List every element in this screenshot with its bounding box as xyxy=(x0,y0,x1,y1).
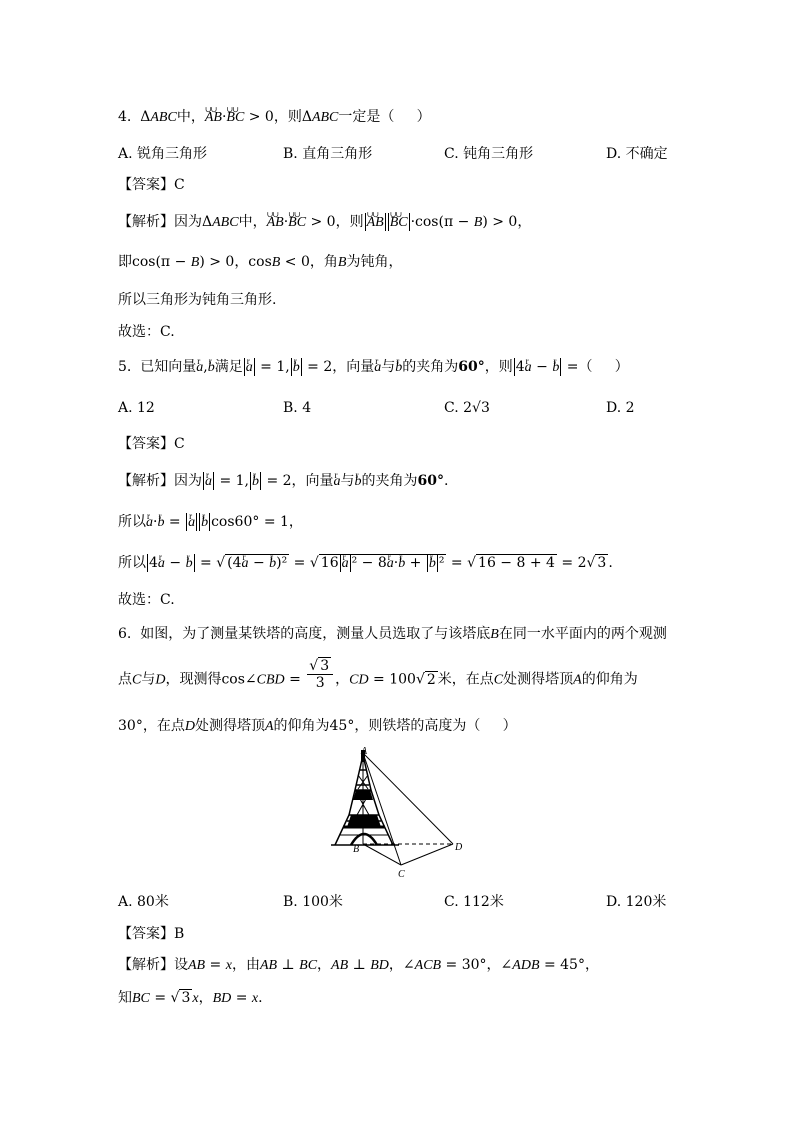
q6-option-b: B. 100米 xyxy=(283,894,343,910)
q5-choose: 故选：C. xyxy=(118,592,175,608)
label-A: A xyxy=(361,746,368,757)
q6-option-c: C. 112米 xyxy=(444,894,504,910)
label-D: D xyxy=(455,842,463,853)
tower-fill xyxy=(347,750,381,827)
q6-analysis-1: 【解析】设AB = x，由AB ⊥ BC，AB ⊥ BD，∠ACB = 30°，∠ADB = 45°， xyxy=(118,957,599,973)
q6-stem-line-2: 点C与D，现测得cos∠CBD = $\frac{√ 3}{3}$ ，CD = 100√ 2 米，在点C处测得塔顶A的仰角为 xyxy=(118,658,638,691)
q4-answer: 【答案】C xyxy=(118,177,185,193)
q5-stem: 5. 已知向量r a,r b满足r a = 1,r b = 2，向量r a与r b的夹角为60°，则 4r a − r b =（ ） xyxy=(118,357,629,377)
q5-option-b: B. 4 xyxy=(283,400,312,416)
q5-analysis-2: 所以r a·r b = r ar b cos60° = 1， xyxy=(118,512,303,532)
q5-analysis-1: 【解析】因为r a = 1,r b = 2，向量r a与r b的夹角为60°. xyxy=(118,471,448,491)
q5-option-d: D. 2 xyxy=(606,400,635,416)
q5-analysis-3: 所以 4r a − r b = √ (4r a − r b)² = √ 16r a ² − 8r a·r b + r b ² = √ 16 − 8 + 4 = 2√ 3 . xyxy=(118,553,613,573)
q4-option-c: C. 钝角三角形 xyxy=(444,146,534,162)
q5-option-c: C. 2√3 xyxy=(444,400,490,416)
q4-choose: 故选：C. xyxy=(118,324,175,340)
q4-stem: 4. ΔABC中，∪∪ AB·∪∪ BC > 0，则ΔABC一定是（ ） xyxy=(118,107,431,127)
q4-option-a: A. 锐角三角形 xyxy=(118,146,208,162)
line-CD xyxy=(401,844,453,865)
q6-answer: 【答案】B xyxy=(118,926,185,942)
line-AD xyxy=(363,753,453,844)
q6-stem-line-3: 30°，在点D处测得塔顶A的仰角为45°，则铁塔的高度为（ ） xyxy=(118,718,517,734)
q6-stem-line-1: 6. 如图，为了测量某铁塔的高度，测量人员选取了与该塔底B在同一水平面内的两个观测 xyxy=(118,626,667,642)
q4-analysis-2: 即cos(π − B) > 0，cosB < 0，角B为钝角， xyxy=(118,254,403,270)
line-AC xyxy=(363,753,401,865)
q5-option-a: A. 12 xyxy=(118,400,155,416)
label-C: C xyxy=(398,869,405,880)
q4-analysis-1: 【解析】因为ΔABC中，∪∪ AB·∪∪ BC > 0，则∪∪ AB∪∪ BC ·cos(π − B) > 0， xyxy=(118,212,531,232)
q4-option-d: D. 不确定 xyxy=(606,146,668,162)
q6-option-d: D. 120米 xyxy=(606,894,667,910)
q4-option-b: B. 直角三角形 xyxy=(283,146,373,162)
q4-analysis-3: 所以三角形为钝角三角形. xyxy=(118,292,277,308)
label-B: B xyxy=(353,844,360,855)
tower-figure xyxy=(325,745,475,885)
q6-analysis-2: 知BC = √ 3 x，BD = x. xyxy=(118,990,263,1006)
q6-option-a: A. 80米 xyxy=(118,894,169,910)
q5-answer: 【答案】C xyxy=(118,436,185,452)
